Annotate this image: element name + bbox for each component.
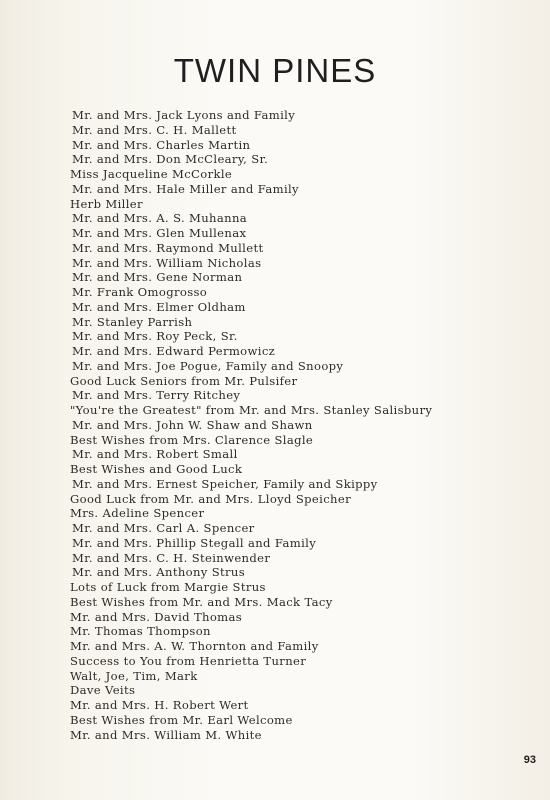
patron-entry: Mrs. Adeline Spencer [70,506,205,521]
patron-entry: "You're the Greatest" from Mr. and Mrs. Stanley Salisbury [70,403,433,417]
patron-entry: Mr. and Mrs. C. H. Steinwender [72,550,271,565]
patron-entry: Good Luck from Mr. and Mrs. Lloyd Speicher [70,491,351,506]
patron-entry: Mr. and Mrs. Edward Permowicz [72,344,276,358]
patron-entry: Mr. and Mrs. A. S. Muhanna [72,211,248,226]
patron-list [0,108,432,742]
patron-entry: Mr. and Mrs. Roy Peck, Sr. [72,329,238,344]
patron-entry: Mr. and Mrs. H. Robert Wert [70,698,249,712]
patron-entry: Mr. Stanley Parrish [72,314,193,329]
patron-entry: Mr. and Mrs. Joe Pogue, Family and Snoopy [72,358,344,373]
patron-entry: Mr. and Mrs. Robert Small [72,447,238,462]
patron-entry: Mr. and Mrs. Terry Ritchey [72,388,241,403]
patron-entry: Mr. and Mrs. William M. White [70,727,262,742]
page-number: 93 [523,754,536,766]
patron-entry: Herb Miller [70,196,143,211]
patron-entry: Best Wishes from Mr. Earl Welcome [70,712,293,727]
patron-entry: Mr. and Mrs. Jack Lyons and Family [72,108,296,122]
patron-entry: Miss Jacqueline McCorkle [70,167,233,181]
patron-entry: Mr. and Mrs. David Thomas [70,609,243,624]
patron-entry: Mr. Frank Omogrosso [72,285,208,299]
patron-entry: Success to You from Henrietta Turner [70,653,307,668]
patron-entry: Mr. and Mrs. Don McCleary, Sr. [72,152,269,167]
patron-entry: Best Wishes and Good Luck [70,462,243,476]
patron-entry: Mr. Thomas Thompson [70,624,211,639]
patron-entry: Mr. and Mrs. Charles Martin [72,137,251,152]
patron-entry: Mr. and Mrs. Ernest Speicher, Family and Skippy [72,476,378,491]
patron-entry: Lots of Luck from Margie Strus [70,580,266,594]
patron-entry: Best Wishes from Mrs. Clarence Slagle [70,432,314,447]
patron-entry: Mr. and Mrs. Elmer Oldham [72,299,246,314]
patron-entry: Good Luck Seniors from Mr. Pulsifer [70,373,298,388]
patron-entry: Mr. and Mrs. C. H. Mallett [72,122,237,137]
patron-entry: Mr. and Mrs. John W. Shaw and Shawn [72,417,313,432]
patron-entry: Mr. and Mrs. William Nicholas [72,255,262,270]
page-title: TWIN PINES [173,52,377,89]
patron-entry: Mr. and Mrs. A. W. Thornton and Family [70,639,319,653]
patron-entry: Mr. and Mrs. Anthony Strus [72,565,246,580]
patron-entry: Mr. and Mrs. Gene Norman [72,270,243,285]
patron-entry: Mr. and Mrs. Phillip Stegall and Family [72,535,317,550]
patron-entry: Best Wishes from Mr. and Mrs. Mack Tacy [70,594,333,609]
patron-entry: Mr. and Mrs. Glen Mullenax [72,226,247,240]
patron-entry: Walt, Joe, Tim, Mark [70,668,198,683]
patron-entry: Dave Veits [70,683,136,698]
patron-entry: Mr. and Mrs. Carl A. Spencer [72,521,255,535]
patron-entry: Mr. and Mrs. Raymond Mullett [72,240,264,255]
patron-entry: Mr. and Mrs. Hale Miller and Family [72,181,299,196]
